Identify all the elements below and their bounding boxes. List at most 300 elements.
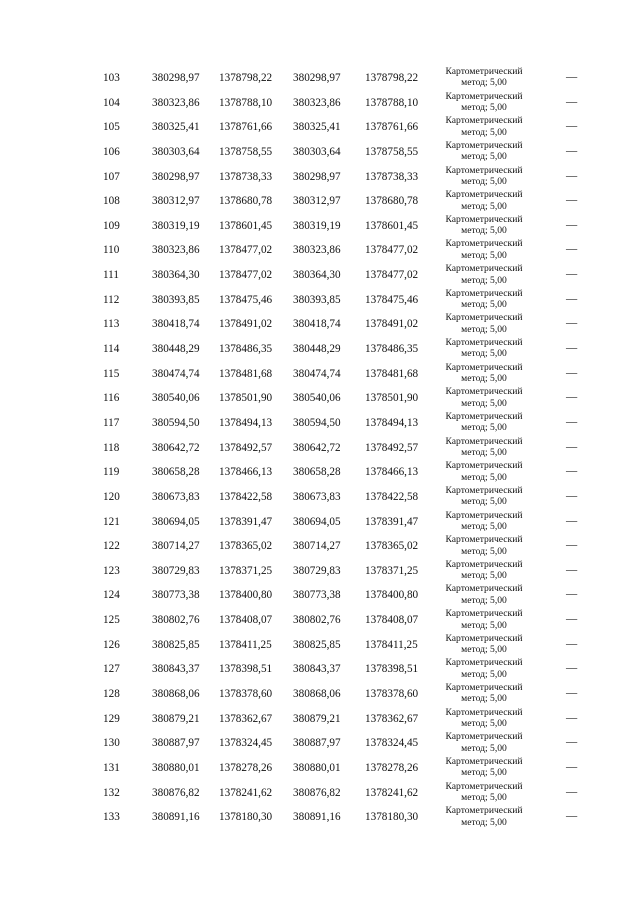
y-coordinate-existing: 1378798,22 bbox=[219, 72, 273, 84]
determination-method bbox=[432, 214, 536, 237]
x-coordinate-existing: 380879,21 bbox=[152, 712, 200, 725]
method-name: Картометрический bbox=[445, 731, 523, 743]
x-coordinate-refined: 380880,01 bbox=[293, 761, 341, 774]
method-accuracy: метод; 5,00 bbox=[461, 545, 507, 557]
y-coordinate-refined: 1378788,10 bbox=[365, 96, 419, 109]
x-coordinate-refined: 380658,28 bbox=[293, 466, 341, 479]
table-row bbox=[0, 312, 640, 337]
y-coordinate-refined: 1378391,47 bbox=[365, 515, 419, 528]
x-coordinate-refined: 380540,06 bbox=[293, 392, 341, 405]
point-number: 128 bbox=[103, 688, 120, 701]
point-number: 107 bbox=[103, 170, 120, 183]
point-number: 122 bbox=[103, 540, 120, 553]
method-accuracy: метод; 5,00 bbox=[461, 471, 507, 483]
note-dash: — bbox=[566, 95, 578, 108]
x-coordinate-refined: 380694,05 bbox=[293, 515, 341, 528]
note-dash: — bbox=[566, 415, 578, 428]
point-number: 125 bbox=[103, 614, 120, 627]
x-coordinate-refined: 380319,19 bbox=[293, 219, 341, 232]
note-dash: — bbox=[566, 637, 578, 650]
method-accuracy: метод; 5,00 bbox=[461, 397, 507, 409]
y-coordinate-refined: 1378408,07 bbox=[365, 614, 419, 627]
method-accuracy: метод; 5,00 bbox=[461, 373, 507, 385]
method-accuracy: метод; 5,00 bbox=[461, 249, 507, 261]
point-number: 112 bbox=[103, 293, 120, 306]
y-coordinate-refined: 1378494,13 bbox=[365, 416, 419, 429]
x-coordinate-existing: 380418,74 bbox=[152, 318, 200, 331]
x-coordinate-existing: 380364,30 bbox=[152, 269, 200, 282]
note-dash: — bbox=[566, 317, 578, 330]
method-accuracy: метод; 5,00 bbox=[461, 77, 507, 89]
y-coordinate-existing: 1378365,02 bbox=[219, 540, 273, 553]
x-coordinate-refined: 380474,74 bbox=[293, 367, 341, 380]
method-name: Картометрический bbox=[445, 805, 523, 817]
method-name: Картометрический bbox=[445, 66, 523, 77]
x-coordinate-existing: 380714,27 bbox=[152, 540, 200, 553]
method-accuracy: метод; 5,00 bbox=[461, 496, 507, 508]
note-dash: — bbox=[566, 169, 578, 182]
y-coordinate-refined: 1378477,02 bbox=[365, 269, 419, 282]
method-accuracy: метод; 5,00 bbox=[461, 323, 507, 335]
point-number: 111 bbox=[103, 269, 119, 282]
x-coordinate-refined: 380298,97 bbox=[293, 170, 341, 183]
method-name: Картометрический bbox=[445, 460, 523, 472]
note-dash: — bbox=[566, 120, 578, 133]
x-coordinate-refined: 380876,82 bbox=[293, 786, 341, 799]
note-dash: — bbox=[566, 243, 578, 256]
point-number: 129 bbox=[103, 712, 120, 725]
table-row bbox=[0, 337, 640, 362]
table-row bbox=[0, 608, 640, 633]
method-name: Картометрический bbox=[445, 238, 523, 250]
x-coordinate-existing: 380694,05 bbox=[152, 515, 200, 528]
y-coordinate-existing: 1378475,46 bbox=[219, 293, 273, 306]
point-number: 113 bbox=[103, 318, 120, 331]
determination-method bbox=[432, 189, 536, 212]
note-dash: — bbox=[566, 736, 578, 749]
x-coordinate-refined: 380418,74 bbox=[293, 318, 341, 331]
y-coordinate-refined: 1378362,67 bbox=[365, 712, 419, 725]
y-coordinate-existing: 1378494,13 bbox=[219, 416, 273, 429]
point-number: 126 bbox=[103, 638, 120, 651]
method-name: Картометрический bbox=[445, 213, 523, 225]
x-coordinate-refined: 380642,72 bbox=[293, 441, 341, 454]
point-number: 127 bbox=[103, 663, 120, 676]
y-coordinate-refined: 1378761,66 bbox=[365, 121, 419, 134]
y-coordinate-existing: 1378362,67 bbox=[219, 712, 273, 725]
table-row bbox=[0, 263, 640, 288]
method-name: Картометрический bbox=[445, 410, 523, 422]
y-coordinate-existing: 1378501,90 bbox=[219, 392, 273, 405]
point-number: 131 bbox=[103, 761, 120, 774]
y-coordinate-existing: 1378398,51 bbox=[219, 663, 273, 676]
y-coordinate-existing: 1378486,35 bbox=[219, 343, 273, 356]
method-accuracy: метод; 5,00 bbox=[461, 718, 507, 730]
method-name: Картометрический bbox=[445, 484, 523, 496]
method-name: Картометрический bbox=[445, 632, 523, 644]
method-name: Картометрический bbox=[445, 780, 523, 792]
method-accuracy: метод; 5,00 bbox=[461, 520, 507, 532]
method-name: Картометрический bbox=[445, 361, 523, 373]
determination-method bbox=[432, 731, 536, 754]
note-dash: — bbox=[566, 292, 578, 305]
x-coordinate-existing: 380448,29 bbox=[152, 343, 200, 356]
x-coordinate-existing: 380891,16 bbox=[152, 811, 200, 824]
method-accuracy: метод; 5,00 bbox=[461, 447, 507, 459]
determination-method bbox=[432, 362, 536, 385]
table-row bbox=[0, 583, 640, 608]
y-coordinate-refined: 1378411,25 bbox=[365, 638, 418, 651]
y-coordinate-existing: 1378738,33 bbox=[219, 170, 273, 183]
method-accuracy: метод; 5,00 bbox=[461, 225, 507, 237]
table-row bbox=[0, 140, 640, 165]
method-name: Картометрический bbox=[445, 534, 523, 546]
note-dash: — bbox=[566, 514, 578, 527]
method-accuracy: метод; 5,00 bbox=[461, 175, 507, 187]
method-accuracy: метод; 5,00 bbox=[461, 668, 507, 680]
y-coordinate-refined: 1378378,60 bbox=[365, 688, 419, 701]
determination-method bbox=[432, 707, 536, 730]
method-accuracy: метод; 5,00 bbox=[461, 200, 507, 212]
x-coordinate-existing: 380474,74 bbox=[152, 367, 200, 380]
determination-method bbox=[432, 805, 536, 828]
method-name: Картометрический bbox=[445, 115, 523, 127]
table-row bbox=[0, 115, 640, 140]
method-name: Картометрический bbox=[445, 337, 523, 349]
method-name: Картометрический bbox=[445, 583, 523, 595]
y-coordinate-refined: 1378486,35 bbox=[365, 343, 419, 356]
point-number: 130 bbox=[103, 737, 120, 750]
x-coordinate-refined: 380802,76 bbox=[293, 614, 341, 627]
table-row bbox=[0, 485, 640, 510]
method-name: Картометрический bbox=[445, 263, 523, 275]
x-coordinate-refined: 380323,86 bbox=[293, 96, 341, 109]
x-coordinate-existing: 380658,28 bbox=[152, 466, 200, 479]
x-coordinate-existing: 380887,97 bbox=[152, 737, 200, 750]
method-accuracy: метод; 5,00 bbox=[461, 767, 507, 779]
table-row bbox=[0, 362, 640, 387]
method-accuracy: метод; 5,00 bbox=[461, 570, 507, 582]
determination-method bbox=[432, 238, 536, 261]
table-row bbox=[0, 386, 640, 411]
y-coordinate-refined: 1378798,22 bbox=[365, 72, 419, 84]
table-row bbox=[0, 534, 640, 559]
note-dash: — bbox=[566, 711, 578, 724]
y-coordinate-existing: 1378391,47 bbox=[219, 515, 273, 528]
x-coordinate-existing: 380673,83 bbox=[152, 490, 200, 503]
method-name: Картометрический bbox=[445, 706, 523, 718]
y-coordinate-existing: 1378408,07 bbox=[219, 614, 273, 627]
y-coordinate-existing: 1378411,25 bbox=[219, 638, 272, 651]
point-number: 116 bbox=[103, 392, 120, 405]
determination-method bbox=[432, 534, 536, 557]
determination-method bbox=[432, 312, 536, 335]
note-dash: — bbox=[566, 613, 578, 626]
table-row bbox=[0, 510, 640, 535]
y-coordinate-refined: 1378398,51 bbox=[365, 663, 419, 676]
point-number: 118 bbox=[103, 441, 120, 454]
method-name: Картометрический bbox=[445, 435, 523, 447]
table-row bbox=[0, 781, 640, 806]
determination-method bbox=[432, 608, 536, 631]
x-coordinate-existing: 380843,37 bbox=[152, 663, 200, 676]
table-row bbox=[0, 559, 640, 584]
note-dash: — bbox=[566, 810, 578, 823]
method-accuracy: метод; 5,00 bbox=[461, 644, 507, 656]
table-row bbox=[0, 805, 640, 830]
method-accuracy: метод; 5,00 bbox=[461, 102, 507, 114]
x-coordinate-existing: 380298,97 bbox=[152, 72, 200, 84]
x-coordinate-existing: 380868,06 bbox=[152, 688, 200, 701]
y-coordinate-refined: 1378738,33 bbox=[365, 170, 419, 183]
table-row bbox=[0, 756, 640, 781]
method-name: Картометрический bbox=[445, 189, 523, 201]
table-row bbox=[0, 288, 640, 313]
y-coordinate-refined: 1378601,45 bbox=[365, 219, 419, 232]
x-coordinate-refined: 380325,41 bbox=[293, 121, 341, 134]
x-coordinate-refined: 380868,06 bbox=[293, 688, 341, 701]
note-dash: — bbox=[566, 539, 578, 552]
y-coordinate-refined: 1378371,25 bbox=[365, 564, 419, 577]
table-row bbox=[0, 682, 640, 707]
determination-method bbox=[432, 386, 536, 409]
determination-method bbox=[432, 756, 536, 779]
note-dash: — bbox=[566, 588, 578, 601]
y-coordinate-existing: 1378477,02 bbox=[219, 269, 273, 282]
x-coordinate-refined: 380303,64 bbox=[293, 145, 341, 158]
y-coordinate-existing: 1378491,02 bbox=[219, 318, 273, 331]
x-coordinate-existing: 380642,72 bbox=[152, 441, 200, 454]
x-coordinate-existing: 380325,41 bbox=[152, 121, 200, 134]
x-coordinate-refined: 380843,37 bbox=[293, 663, 341, 676]
y-coordinate-existing: 1378241,62 bbox=[219, 786, 273, 799]
x-coordinate-existing: 380298,97 bbox=[152, 170, 200, 183]
x-coordinate-refined: 380714,27 bbox=[293, 540, 341, 553]
y-coordinate-existing: 1378466,13 bbox=[219, 466, 273, 479]
point-number: 109 bbox=[103, 219, 120, 232]
x-coordinate-existing: 380594,50 bbox=[152, 416, 200, 429]
determination-method bbox=[432, 115, 536, 138]
table-row bbox=[0, 460, 640, 485]
x-coordinate-existing: 380825,85 bbox=[152, 638, 200, 651]
note-dash: — bbox=[566, 366, 578, 379]
y-coordinate-refined: 1378501,90 bbox=[365, 392, 419, 405]
method-accuracy: метод; 5,00 bbox=[461, 348, 507, 360]
table-row bbox=[0, 411, 640, 436]
y-coordinate-existing: 1378324,45 bbox=[219, 737, 273, 750]
point-number: 120 bbox=[103, 490, 120, 503]
y-coordinate-existing: 1378400,80 bbox=[219, 589, 273, 602]
method-accuracy: метод; 5,00 bbox=[461, 274, 507, 286]
method-name: Картометрический bbox=[445, 164, 523, 176]
note-dash: — bbox=[566, 785, 578, 798]
table-row bbox=[0, 238, 640, 263]
x-coordinate-refined: 380673,83 bbox=[293, 490, 341, 503]
x-coordinate-refined: 380312,97 bbox=[293, 195, 341, 208]
note-dash: — bbox=[566, 218, 578, 231]
y-coordinate-existing: 1378758,55 bbox=[219, 145, 273, 158]
method-name: Картометрический bbox=[445, 386, 523, 398]
y-coordinate-refined: 1378492,57 bbox=[365, 441, 419, 454]
determination-method bbox=[432, 66, 536, 89]
method-accuracy: метод; 5,00 bbox=[461, 594, 507, 606]
x-coordinate-refined: 380879,21 bbox=[293, 712, 341, 725]
coordinates-table bbox=[0, 66, 640, 830]
y-coordinate-refined: 1378475,46 bbox=[365, 293, 419, 306]
table-row bbox=[0, 707, 640, 732]
note-dash: — bbox=[566, 662, 578, 675]
y-coordinate-refined: 1378491,02 bbox=[365, 318, 419, 331]
y-coordinate-refined: 1378466,13 bbox=[365, 466, 419, 479]
y-coordinate-existing: 1378788,10 bbox=[219, 96, 273, 109]
x-coordinate-refined: 380298,97 bbox=[293, 72, 341, 84]
method-name: Картометрический bbox=[445, 287, 523, 299]
y-coordinate-refined: 1378481,68 bbox=[365, 367, 419, 380]
table-row bbox=[0, 91, 640, 116]
determination-method bbox=[432, 288, 536, 311]
note-dash: — bbox=[566, 760, 578, 773]
y-coordinate-refined: 1378680,78 bbox=[365, 195, 419, 208]
y-coordinate-refined: 1378422,58 bbox=[365, 490, 419, 503]
method-name: Картометрический bbox=[445, 509, 523, 521]
point-number: 123 bbox=[103, 564, 120, 577]
x-coordinate-existing: 380323,86 bbox=[152, 96, 200, 109]
x-coordinate-refined: 380887,97 bbox=[293, 737, 341, 750]
note-dash: — bbox=[566, 194, 578, 207]
x-coordinate-refined: 380825,85 bbox=[293, 638, 341, 651]
method-accuracy: метод; 5,00 bbox=[461, 151, 507, 163]
method-accuracy: метод; 5,00 bbox=[461, 422, 507, 434]
point-number: 114 bbox=[103, 343, 120, 356]
y-coordinate-refined: 1378241,62 bbox=[365, 786, 419, 799]
x-coordinate-refined: 380891,16 bbox=[293, 811, 341, 824]
note-dash: — bbox=[566, 440, 578, 453]
x-coordinate-existing: 380876,82 bbox=[152, 786, 200, 799]
y-coordinate-refined: 1378365,02 bbox=[365, 540, 419, 553]
x-coordinate-existing: 380312,97 bbox=[152, 195, 200, 208]
note-dash: — bbox=[566, 563, 578, 576]
y-coordinate-existing: 1378477,02 bbox=[219, 244, 273, 257]
point-number: 119 bbox=[103, 466, 120, 479]
method-name: Картометрический bbox=[445, 139, 523, 151]
y-coordinate-existing: 1378680,78 bbox=[219, 195, 273, 208]
determination-method bbox=[432, 436, 536, 459]
y-coordinate-refined: 1378278,26 bbox=[365, 761, 419, 774]
point-number: 108 bbox=[103, 195, 120, 208]
table-row bbox=[0, 214, 640, 239]
point-number: 121 bbox=[103, 515, 120, 528]
y-coordinate-refined: 1378400,80 bbox=[365, 589, 419, 602]
determination-method bbox=[432, 140, 536, 163]
y-coordinate-existing: 1378378,60 bbox=[219, 688, 273, 701]
determination-method bbox=[432, 411, 536, 434]
determination-method bbox=[432, 337, 536, 360]
note-dash: — bbox=[566, 268, 578, 281]
x-coordinate-refined: 380448,29 bbox=[293, 343, 341, 356]
x-coordinate-refined: 380364,30 bbox=[293, 269, 341, 282]
determination-method bbox=[432, 781, 536, 804]
x-coordinate-existing: 380729,83 bbox=[152, 564, 200, 577]
y-coordinate-existing: 1378492,57 bbox=[219, 441, 273, 454]
point-number: 132 bbox=[103, 786, 120, 799]
table-row bbox=[0, 633, 640, 658]
y-coordinate-existing: 1378371,25 bbox=[219, 564, 273, 577]
x-coordinate-existing: 380393,85 bbox=[152, 293, 200, 306]
determination-method bbox=[432, 91, 536, 114]
method-accuracy: метод; 5,00 bbox=[461, 619, 507, 631]
table-row bbox=[0, 66, 640, 91]
determination-method bbox=[432, 559, 536, 582]
point-number: 106 bbox=[103, 145, 120, 158]
x-coordinate-existing: 380319,19 bbox=[152, 219, 200, 232]
method-name: Картометрический bbox=[445, 312, 523, 324]
x-coordinate-refined: 380594,50 bbox=[293, 416, 341, 429]
table-row bbox=[0, 436, 640, 461]
method-name: Картометрический bbox=[445, 90, 523, 102]
x-coordinate-existing: 380540,06 bbox=[152, 392, 200, 405]
note-dash: — bbox=[566, 391, 578, 404]
determination-method bbox=[432, 485, 536, 508]
determination-method bbox=[432, 657, 536, 680]
point-number: 133 bbox=[103, 811, 120, 824]
x-coordinate-existing: 380802,76 bbox=[152, 614, 200, 627]
method-name: Картометрический bbox=[445, 608, 523, 620]
method-accuracy: метод; 5,00 bbox=[461, 693, 507, 705]
note-dash: — bbox=[566, 489, 578, 502]
x-coordinate-refined: 380323,86 bbox=[293, 244, 341, 257]
y-coordinate-refined: 1378477,02 bbox=[365, 244, 419, 257]
point-number: 105 bbox=[103, 121, 120, 134]
y-coordinate-existing: 1378180,30 bbox=[219, 811, 273, 824]
point-number: 103 bbox=[103, 72, 120, 84]
point-number: 104 bbox=[103, 96, 120, 109]
table-row bbox=[0, 657, 640, 682]
method-accuracy: метод; 5,00 bbox=[461, 816, 507, 828]
y-coordinate-refined: 1378324,45 bbox=[365, 737, 419, 750]
point-number: 110 bbox=[103, 244, 120, 257]
determination-method bbox=[432, 460, 536, 483]
x-coordinate-existing: 380773,38 bbox=[152, 589, 200, 602]
determination-method bbox=[432, 165, 536, 188]
determination-method bbox=[432, 633, 536, 656]
method-name: Картометрический bbox=[445, 755, 523, 767]
y-coordinate-refined: 1378758,55 bbox=[365, 145, 419, 158]
determination-method bbox=[432, 682, 536, 705]
method-accuracy: метод; 5,00 bbox=[461, 742, 507, 754]
note-dash: — bbox=[566, 342, 578, 355]
method-accuracy: метод; 5,00 bbox=[461, 299, 507, 311]
note-dash: — bbox=[566, 465, 578, 478]
method-name: Картометрический bbox=[445, 657, 523, 669]
table-row bbox=[0, 731, 640, 756]
point-number: 117 bbox=[103, 416, 120, 429]
point-number: 115 bbox=[103, 367, 120, 380]
table-row bbox=[0, 189, 640, 214]
y-coordinate-existing: 1378278,26 bbox=[219, 761, 273, 774]
y-coordinate-existing: 1378422,58 bbox=[219, 490, 273, 503]
point-number: 124 bbox=[103, 589, 120, 602]
determination-method bbox=[432, 510, 536, 533]
method-accuracy: метод; 5,00 bbox=[461, 791, 507, 803]
y-coordinate-existing: 1378601,45 bbox=[219, 219, 273, 232]
note-dash: — bbox=[566, 71, 578, 83]
y-coordinate-refined: 1378180,30 bbox=[365, 811, 419, 824]
x-coordinate-refined: 380393,85 bbox=[293, 293, 341, 306]
x-coordinate-refined: 380773,38 bbox=[293, 589, 341, 602]
x-coordinate-existing: 380323,86 bbox=[152, 244, 200, 257]
method-name: Картометрический bbox=[445, 558, 523, 570]
determination-method bbox=[432, 583, 536, 606]
